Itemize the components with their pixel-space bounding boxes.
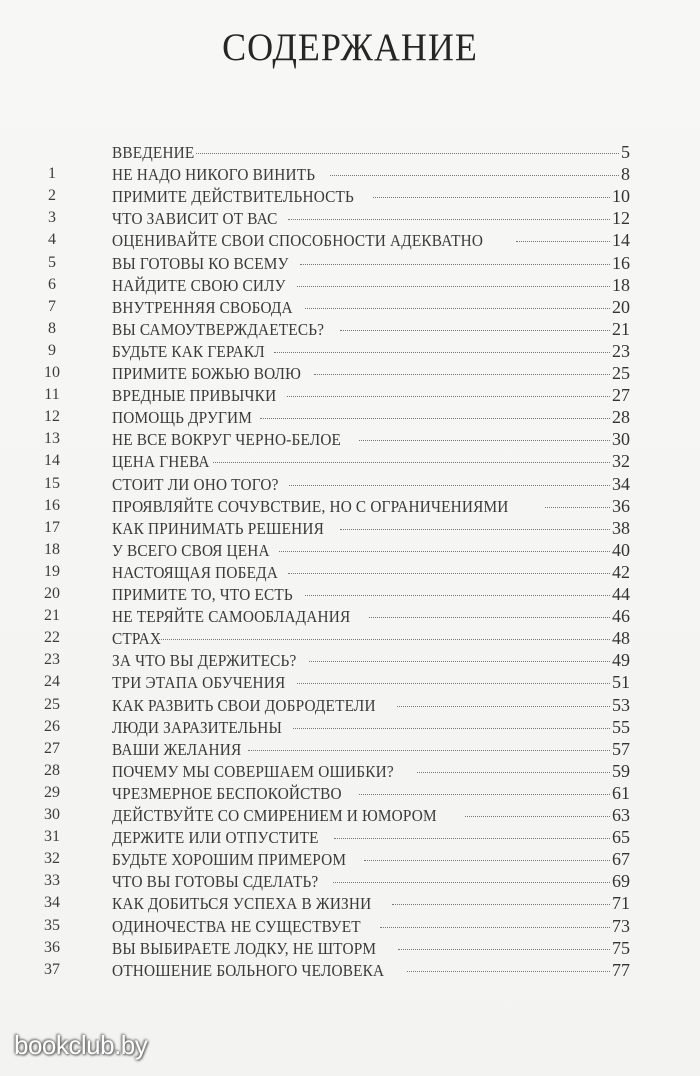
page-number: 10 [612,186,630,207]
chapter-title: БУДЬТЕ КАК ГЕРАКЛ [112,341,265,361]
toc-entry [0,362,700,384]
toc-entry-line [112,207,630,230]
page-number: 14 [612,230,630,251]
page-number: 42 [612,561,630,582]
toc-entry [0,561,700,583]
toc-entry-line [112,428,630,451]
toc-entry [0,870,700,892]
chapter-title: КАК РАЗВИТЬ СВОИ ДОБРОДЕТЕЛИ [112,695,376,715]
dot-leader [417,772,610,773]
dot-leader [340,529,610,530]
dot-leader [369,617,610,618]
toc-entry [0,163,700,185]
dot-leader [293,728,610,729]
toc-entry [0,340,700,362]
toc-entry [0,694,700,716]
page-number: 23 [612,340,630,361]
chapter-number: 12 [44,408,60,426]
chapter-number: 34 [44,894,60,912]
page-number: 44 [612,584,630,604]
page-title: СОДЕРЖАНИЕ [222,25,478,69]
toc-entry-line [112,605,630,628]
dot-leader [330,175,619,176]
page-number: 75 [612,937,630,958]
toc-entry [0,141,700,163]
chapter-number: 18 [44,540,60,558]
page-number: 55 [612,716,630,737]
chapter-title: ВВЕДЕНИЕ [112,143,195,162]
toc-entry-line [112,318,630,341]
chapter-title: ПРИМИТЕ БОЖЬЮ ВОЛЮ [112,364,302,383]
dot-leader [314,374,610,375]
toc-entry [0,428,700,450]
toc-entry-line [112,517,630,540]
dot-leader [279,551,610,552]
chapter-number: 32 [44,850,60,868]
chapter-title: ДЕЙСТВУЙТЕ СО СМИРЕНИЕМ И ЮМОРОМ [112,806,437,825]
page-number: 59 [612,760,630,781]
page-number: 48 [612,628,630,649]
toc-entry-line [112,539,630,562]
chapter-number: 11 [44,386,60,404]
chapter-title: ТРИ ЭТАПА ОБУЧЕНИЯ [112,673,286,693]
toc-entry [0,804,700,826]
chapter-title: ОЦЕНИВАЙТЕ СВОИ СПОСОБНОСТИ АДЕКВАТНО [112,231,484,251]
dot-leader [213,462,611,463]
chapter-title: ОТНОШЕНИЕ БОЛЬНОГО ЧЕЛОВЕКА [112,960,385,980]
chapter-number: 14 [44,452,60,470]
dot-leader [545,507,610,508]
dot-leader [340,330,610,331]
chapter-title: ВНУТРЕННЯЯ СВОБОДА [112,297,293,317]
chapter-number: 28 [44,761,60,779]
chapter-number: 8 [48,319,56,337]
page-number: 28 [612,407,630,428]
dot-leader [373,197,610,198]
dot-leader [300,264,610,265]
chapter-title: ДЕРЖИТЕ ИЛИ ОТПУСТИТЕ [112,828,319,848]
chapter-number: 25 [44,695,60,713]
chapter-number: 21 [44,607,60,625]
toc-entry [0,716,700,738]
chapter-number: 31 [44,828,60,846]
toc-entry [0,318,700,340]
dot-leader [260,418,610,419]
toc-entry [0,915,700,937]
toc-entry [0,671,700,693]
chapter-number: 30 [44,806,60,823]
dot-leader [159,639,610,640]
toc-entry-line [112,627,630,650]
toc-entry-line [112,583,630,606]
page-number: 18 [612,274,630,295]
chapter-number: 36 [44,938,60,956]
dot-leader [333,882,610,883]
toc-entry-line [112,826,630,849]
dot-leader [297,683,610,684]
chapter-title: ЛЮДИ ЗАРАЗИТЕЛЬНЫ [112,717,283,737]
page-number: 5 [621,142,630,162]
toc-entry [0,738,700,760]
chapter-number: 3 [48,209,56,227]
dot-leader [397,706,610,707]
toc-entry-line [112,870,630,893]
chapter-title: НАЙДИТЕ СВОЮ СИЛУ [112,275,286,295]
dot-leader [309,661,610,662]
toc-entry [0,605,700,627]
dot-leader [305,595,610,596]
toc-entry-line [112,694,630,717]
toc-entry-line [112,495,630,518]
chapter-number: 15 [44,474,60,492]
page-number: 25 [612,363,630,383]
dot-leader [248,750,610,751]
page-number: 65 [612,827,630,848]
toc-entry [0,450,700,472]
dot-leader [289,485,610,486]
toc-entry [0,848,700,870]
chapter-number: 37 [44,960,60,978]
page-number: 21 [612,318,630,339]
chapter-title: БУДЬТЕ ХОРОШИМ ПРИМЕРОМ [112,850,347,870]
toc-entry-line [112,760,630,783]
chapter-number: 4 [48,231,56,249]
toc-entry-line [112,848,630,871]
chapter-title: ПРИМИТЕ ДЕЙСТВИТЕЛЬНОСТЬ [112,187,355,207]
toc-entry-line [112,141,630,164]
toc-entry-line [112,892,630,915]
toc-entry-line [112,296,630,319]
toc-entry [0,229,700,251]
dot-leader [288,573,610,574]
chapter-number: 20 [44,585,60,602]
toc-entry [0,539,700,561]
chapter-number: 1 [48,165,56,183]
chapter-number: 26 [44,717,60,735]
chapter-title: ВАШИ ЖЕЛАНИЯ [112,739,242,759]
chapter-title: ЦЕНА ГНЕВА [112,452,210,472]
toc-entry-line [112,915,630,938]
toc-entry-line [112,362,630,385]
toc-entry [0,583,700,605]
chapter-title: НЕ НАДО НИКОГО ВИНИТЬ [112,165,316,185]
page-number: 34 [612,473,630,494]
dot-leader [334,838,610,839]
toc-entry [0,959,700,981]
toc-entry-line [112,804,630,827]
page-number: 46 [612,606,630,627]
chapter-number: 17 [44,518,60,536]
chapter-number: 9 [48,341,56,359]
chapter-title: У ВСЕГО СВОЯ ЦЕНА [112,540,270,560]
toc-entry-line [112,782,630,805]
toc-entry [0,495,700,517]
dot-leader [305,308,610,309]
toc-entry [0,649,700,671]
chapter-title: ЧТО ВЫ ГОТОВЫ СДЕЛАТЬ? [112,872,319,892]
toc-entry [0,252,700,274]
chapter-number: 33 [44,872,60,890]
page-number: 27 [612,385,630,406]
toc-entry [0,782,700,804]
page-number: 8 [621,164,630,185]
dot-leader [380,927,610,928]
chapter-number: 6 [48,275,56,293]
chapter-title: КАК ПРИНИМАТЬ РЕШЕНИЯ [112,518,324,538]
dot-leader [274,352,610,353]
page-number: 61 [612,782,630,803]
page-number: 51 [612,672,630,693]
chapter-title: СТОИТ ЛИ ОНО ТОГО? [112,474,279,494]
toc-entry [0,185,700,207]
toc-entry [0,760,700,782]
chapter-number: 23 [44,651,60,669]
page-number: 77 [612,959,630,980]
page-number: 71 [612,893,630,914]
toc-entry [0,296,700,318]
chapter-title: НАСТОЯЩАЯ ПОБЕДА [112,562,278,582]
toc-entry-line [112,649,630,672]
toc-entry [0,274,700,296]
toc-entry-line [112,274,630,297]
toc-entry-line [112,229,630,252]
chapter-number: 27 [44,739,60,757]
chapter-number: 35 [44,916,60,934]
chapter-title: НЕ ВСЕ ВОКРУГ ЧЕРНО-БЕЛОЕ [112,430,342,450]
chapter-title: ВРЕДНЫЕ ПРИВЫЧКИ [112,386,277,406]
toc-entry-line [112,561,630,584]
page-number: 73 [612,915,630,936]
toc-entry-line [112,716,630,739]
page-number: 32 [612,451,630,472]
dot-leader [288,219,610,220]
page-number: 16 [612,252,630,273]
toc-entry [0,892,700,914]
chapter-title: ОДИНОЧЕСТВА НЕ СУЩЕСТВУЕТ [112,916,361,936]
dot-leader [359,440,610,441]
toc-entry-line [112,473,630,496]
chapter-title: НЕ ТЕРЯЙТЕ САМООБЛАДАНИЯ [112,607,351,627]
chapter-title: ПОЧЕМУ МЫ СОВЕРШАЕМ ОШИБКИ? [112,761,394,781]
toc-entry [0,627,700,649]
page-number: 57 [612,738,630,759]
toc-entry-line [112,959,630,982]
chapter-title: КАК ДОБИТЬСЯ УСПЕХА В ЖИЗНИ [112,894,372,914]
toc-entry [0,937,700,959]
toc-entry-line [112,406,630,429]
chapter-title: ПРОЯВЛЯЙТЕ СОЧУВСТВИЕ, НО С ОГРАНИЧЕНИЯМИ [112,496,509,516]
toc-entry-line [112,450,630,473]
toc-entry [0,473,700,495]
watermark: bookclub.by [14,1030,148,1060]
dot-leader [196,153,619,154]
dot-leader [398,949,610,950]
chapter-number: 5 [48,253,56,271]
chapter-title: ЧТО ЗАВИСИТ ОТ ВАС [112,209,278,229]
toc-entry [0,517,700,539]
chapter-number: 13 [44,430,60,448]
chapter-title: ПРИМИТЕ ТО, ЧТО ЕСТЬ [112,585,293,604]
toc-entry-line [112,185,630,208]
toc-entry-line [112,937,630,960]
page-number: 12 [612,208,630,229]
toc-entry [0,826,700,848]
page-number: 69 [612,871,630,892]
chapter-number: 29 [44,783,60,801]
dot-leader [465,816,610,817]
chapter-title: ЗА ЧТО ВЫ ДЕРЖИТЕСЬ? [112,651,297,671]
chapter-title: ВЫ ГОТОВЫ КО ВСЕМУ [112,253,289,273]
page-number: 53 [612,694,630,715]
dot-leader [364,860,610,861]
chapter-number: 2 [48,187,56,205]
chapter-title: ВЫ ВЫБИРАЕТЕ ЛОДКУ, НЕ ШТОРМ [112,938,377,958]
toc-entry-line [112,252,630,275]
dot-leader [516,241,610,242]
chapter-number: 19 [44,562,60,580]
chapter-number: 16 [44,496,60,514]
toc-entry-line [112,163,630,186]
dot-leader [407,971,610,972]
chapter-title: ЧРЕЗМЕРНОЕ БЕСПОКОЙСТВО [112,783,342,803]
chapter-title: ВЫ САМОУТВЕРЖДАЕТЕСЬ? [112,319,325,339]
page-number: 38 [612,517,630,538]
dot-leader [287,396,610,397]
dot-leader [297,286,610,287]
chapter-title: ПОМОЩЬ ДРУГИМ [112,408,253,428]
page-number: 67 [612,849,630,870]
toc-entry-line [112,384,630,407]
dot-leader [392,904,610,905]
page-number: 40 [612,539,630,560]
toc-entry-line [112,738,630,761]
page-number: 36 [612,495,630,516]
chapter-number: 24 [44,673,60,691]
page-number: 63 [612,805,630,825]
page-number: 20 [612,296,630,317]
chapter-title: СТРАХ [112,629,162,649]
toc-entry [0,207,700,229]
toc-entry [0,406,700,428]
chapter-number: 22 [44,629,60,647]
chapter-number: 7 [48,297,56,315]
toc-entry [0,384,700,406]
toc-entry-line [112,340,630,363]
toc-entry-line [112,671,630,694]
page-number: 30 [612,429,630,450]
chapter-number: 10 [44,364,60,381]
page-number: 49 [612,650,630,671]
dot-leader [359,794,610,795]
